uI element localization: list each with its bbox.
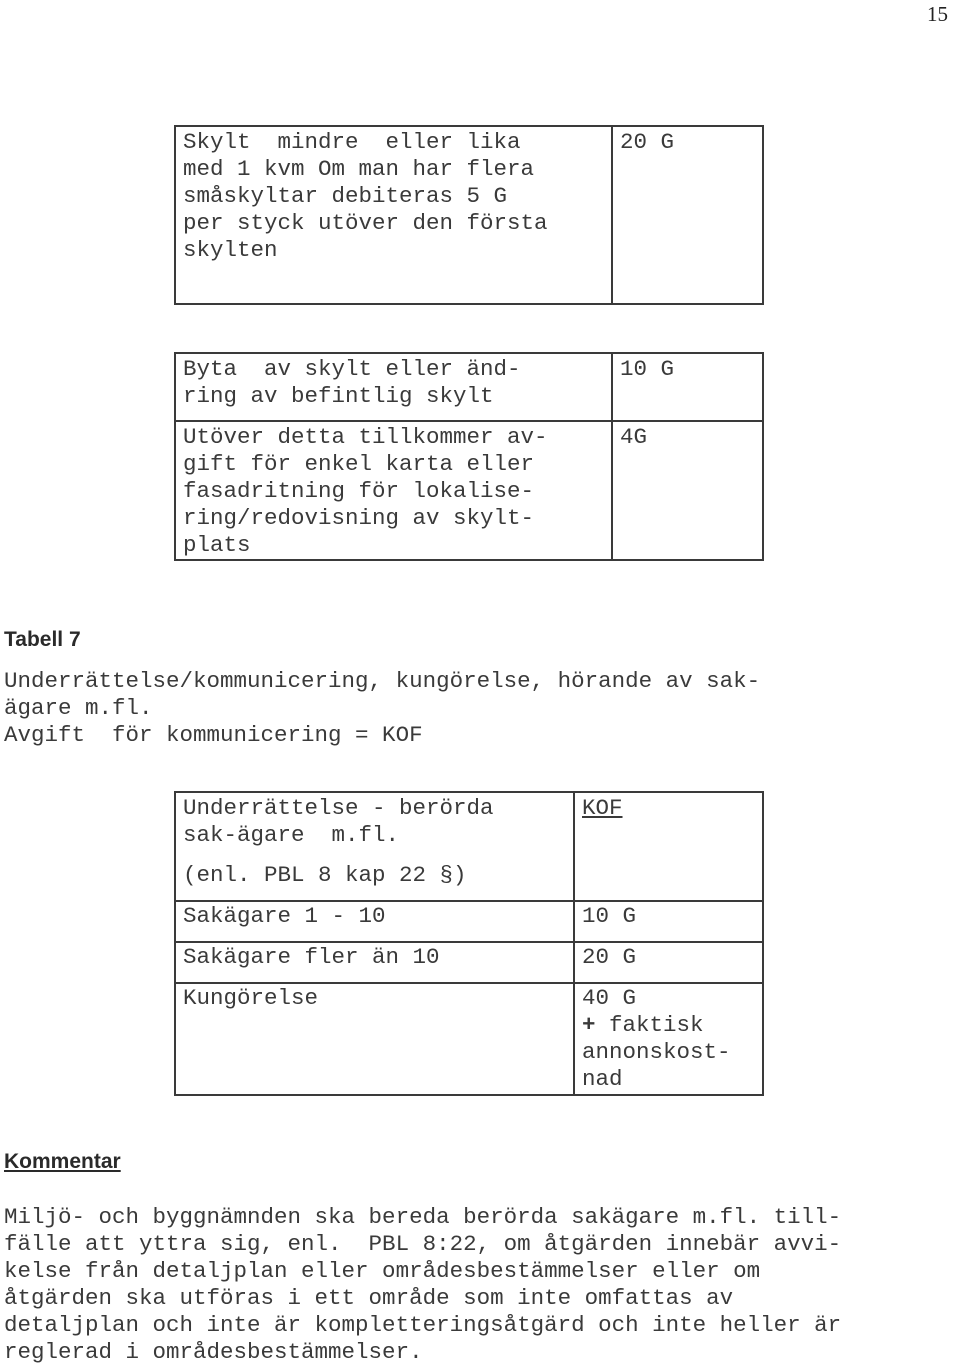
text-line: gift för enkel karta eller bbox=[183, 451, 535, 477]
text-line: detaljplan och inte är kompletteringsåtgärd och inte heller är bbox=[4, 1312, 842, 1338]
fee-cell bbox=[612, 353, 763, 421]
fee-value: 20 G bbox=[582, 944, 637, 970]
fee-value: 10 G bbox=[620, 356, 675, 382]
fee-cell bbox=[612, 421, 763, 560]
description-cell bbox=[175, 126, 612, 304]
table-row bbox=[175, 353, 763, 421]
description-cell bbox=[175, 983, 574, 1095]
fee-value: 10 G bbox=[582, 903, 637, 929]
fee-value: 40 G bbox=[582, 985, 637, 1011]
text-line: kelse från detaljplan eller områdesbestämmelser eller om bbox=[4, 1258, 761, 1284]
text-line: Kungörelse bbox=[183, 985, 319, 1011]
text-line: Underrättelse - berörda bbox=[183, 795, 494, 821]
text-line: skylten bbox=[183, 237, 278, 263]
description-cell bbox=[175, 421, 612, 560]
sign-fee-table bbox=[174, 125, 764, 305]
description-cell bbox=[175, 353, 612, 421]
table-row bbox=[175, 421, 763, 560]
fee-value: 4G bbox=[620, 424, 648, 450]
fee-value: 20 G bbox=[620, 129, 675, 155]
text-line: annonskost- bbox=[582, 1039, 731, 1065]
text-line: Byta av skylt eller änd- bbox=[183, 356, 521, 382]
text-line: per styck utöver den första bbox=[183, 210, 548, 236]
text-line: sak-ägare m.fl. bbox=[183, 822, 400, 848]
fee-cell bbox=[612, 126, 763, 304]
section-heading: Tabell 7 bbox=[4, 628, 81, 651]
text-line: åtgärden ska utföras i ett område som inte omfattas av bbox=[4, 1285, 734, 1311]
text-line: ring/redovisning av skylt- bbox=[183, 505, 535, 531]
text-line: Sakägare 1 - 10 bbox=[183, 903, 386, 929]
text-line bbox=[582, 1012, 755, 1039]
text-line: Skylt mindre eller lika bbox=[183, 129, 521, 155]
text-line: Utöver detta tillkommer av- bbox=[183, 424, 548, 450]
text-line: reglerad i områdesbestämmelser. bbox=[4, 1339, 423, 1365]
table-row bbox=[175, 983, 763, 1095]
text-line: fasadritning för lokalise- bbox=[183, 478, 535, 504]
fee-cell bbox=[574, 942, 763, 983]
sign-change-table bbox=[174, 352, 764, 561]
text-line: fälle att yttra sig, enl. PBL 8:22, om åtgärden innebär avvi- bbox=[4, 1231, 842, 1257]
fee-cell bbox=[574, 792, 763, 901]
page-number: 15 bbox=[927, 2, 948, 26]
tabell7-text bbox=[4, 668, 760, 749]
text-line: plats bbox=[183, 532, 251, 558]
text-line: ägare m.fl. bbox=[4, 695, 153, 721]
reference-text: (enl. PBL 8 kap 22 §) bbox=[183, 862, 467, 888]
text-line: Underrättelse/kommunicering, kungörelse, hörande av sak- bbox=[4, 668, 761, 694]
comment-text bbox=[4, 1204, 841, 1366]
table-row bbox=[175, 942, 763, 983]
text-line: nad bbox=[582, 1066, 623, 1092]
description-cell bbox=[175, 901, 574, 942]
plus-sign: + bbox=[582, 1012, 596, 1038]
text-fragment: faktisk bbox=[609, 1012, 704, 1038]
table-row bbox=[175, 792, 763, 901]
description-cell bbox=[175, 792, 574, 901]
fee-heading: KOF bbox=[582, 795, 623, 821]
text-line: Sakägare fler än 10 bbox=[183, 944, 440, 970]
text-line: småskyltar debiteras 5 G bbox=[183, 183, 508, 209]
fee-cell bbox=[574, 901, 763, 942]
text-line: Avgift för kommunicering = KOF bbox=[4, 722, 423, 748]
text-line: Miljö- och byggnämnden ska bereda berörda sakägare m.fl. till- bbox=[4, 1204, 842, 1230]
table-row bbox=[175, 126, 763, 304]
table-row bbox=[175, 901, 763, 942]
text-line: med 1 kvm Om man har flera bbox=[183, 156, 535, 182]
notification-fee-table bbox=[174, 791, 764, 1096]
text-line: ring av befintlig skylt bbox=[183, 383, 494, 409]
fee-cell bbox=[574, 983, 763, 1095]
comment-heading: Kommentar bbox=[4, 1150, 121, 1173]
description-cell bbox=[175, 942, 574, 983]
